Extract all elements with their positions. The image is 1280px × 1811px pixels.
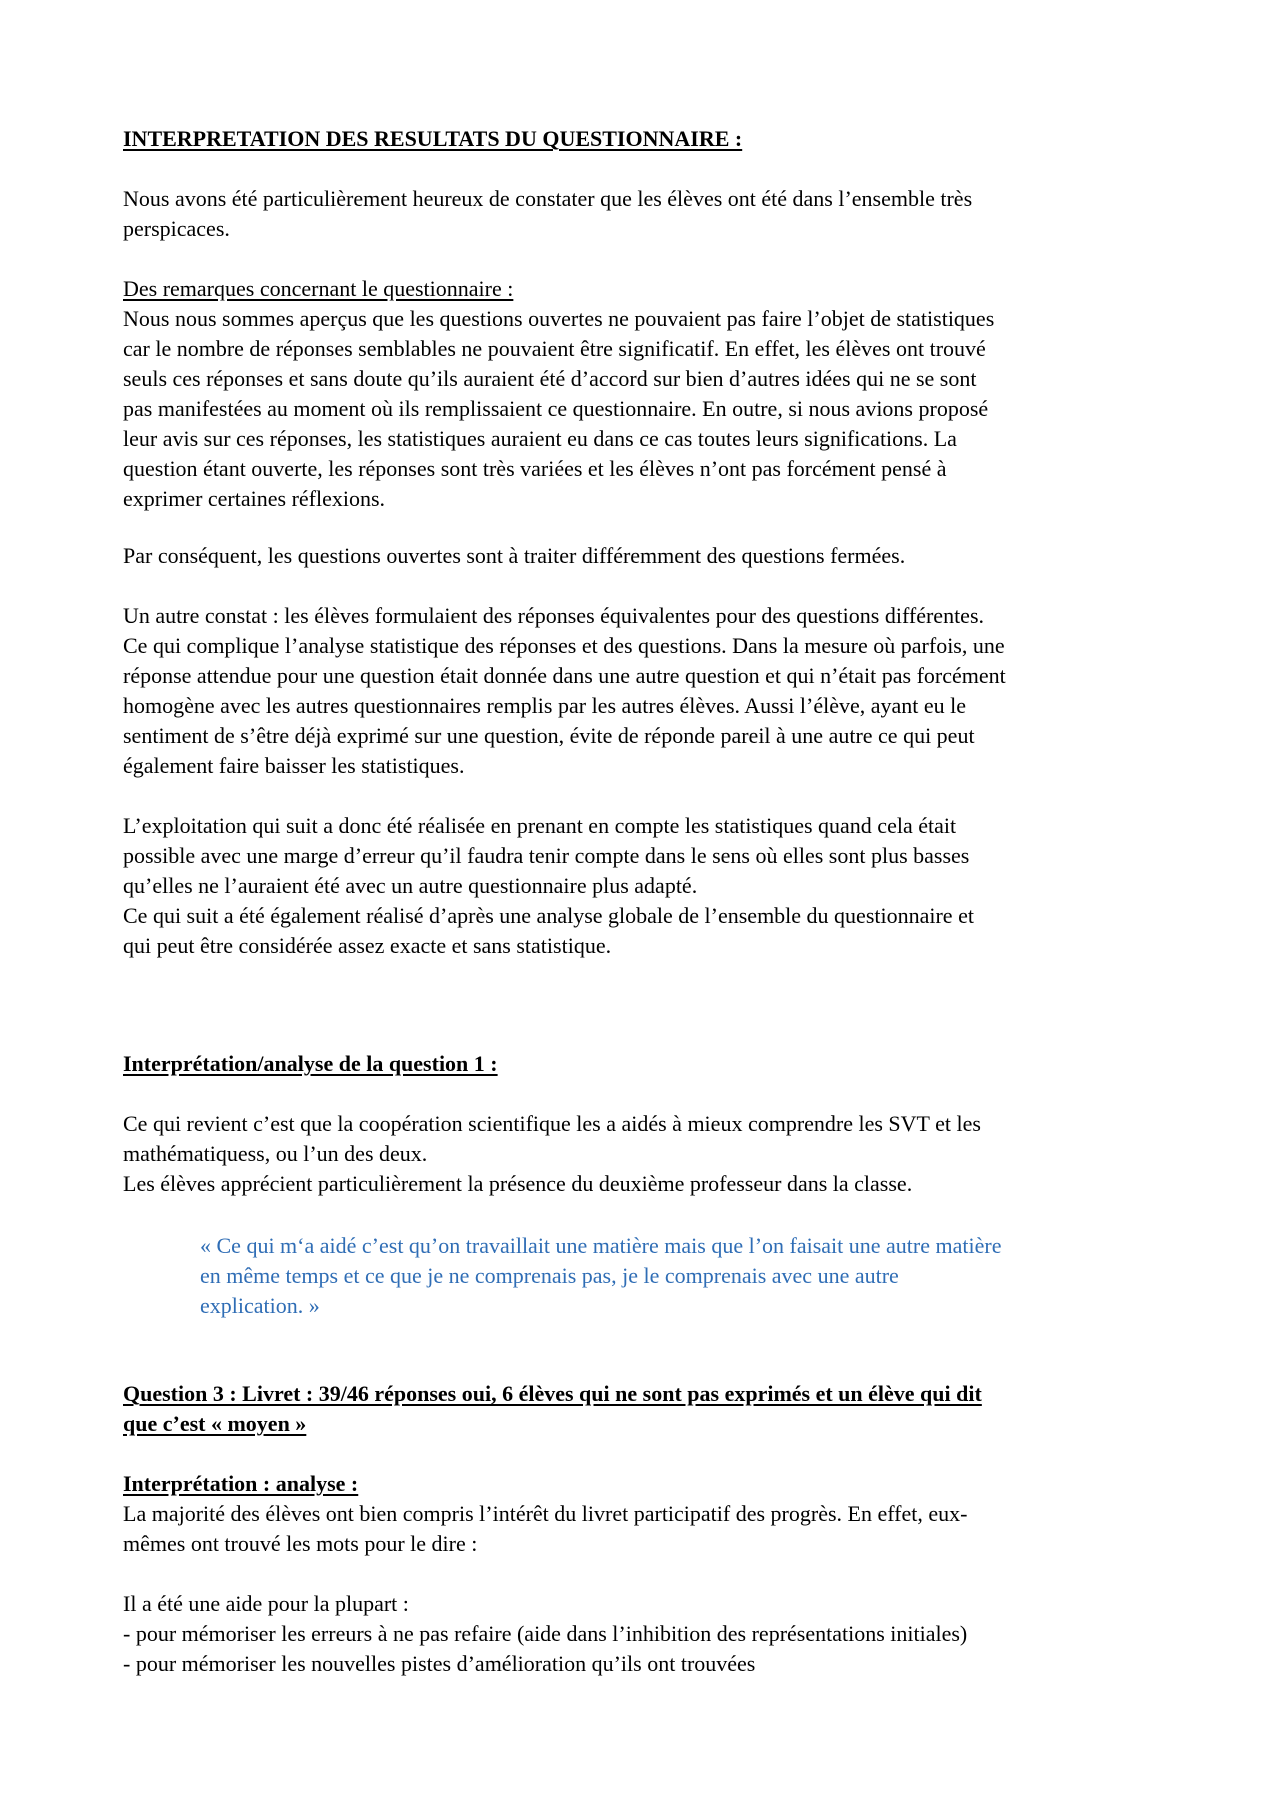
q3-heading bbox=[123, 1379, 1183, 1439]
text-line: sentiment de s’être déjà exprimé sur une question, évite de réponde pareil à une autre ce qui peut bbox=[123, 723, 975, 748]
remarks-heading: Des remarques concernant le questionnaire : bbox=[123, 276, 514, 301]
text-line: Un autre constat : les élèves formulaient des réponses équivalentes pour des questions différentes. bbox=[123, 603, 985, 628]
text-line: Ce qui suit a été également réalisé d’après une analyse globale de l’ensemble du questionnaire et bbox=[123, 903, 974, 928]
constat-paragraph bbox=[123, 601, 1183, 781]
text-line: pas manifestées au moment où ils remplissaient ce questionnaire. En outre, si nous avions proposé bbox=[123, 396, 989, 421]
text-line: question étant ouverte, les réponses sont très variées et les élèves n’ont pas forcément pensé à bbox=[123, 456, 947, 481]
text-line: mathématiquess, ou l’un des deux. bbox=[123, 1141, 428, 1166]
quote-line: en même temps et ce que je ne comprenais pas, je le comprenais avec une autre bbox=[200, 1263, 899, 1288]
exploitation-paragraph bbox=[123, 811, 1183, 961]
text-line: Nous avons été particulièrement heureux de constater que les élèves ont été dans l’ensemble très bbox=[123, 186, 973, 211]
remarks-paragraph bbox=[123, 274, 1183, 514]
consequence-paragraph bbox=[123, 541, 1183, 571]
text-line: leur avis sur ces réponses, les statistiques auraient eu dans ce cas toutes leurs significations. La bbox=[123, 426, 957, 451]
quote-line: explication. » bbox=[200, 1293, 320, 1318]
q1-heading-text: Interprétation/analyse de la question 1 : bbox=[123, 1051, 498, 1076]
intro-paragraph bbox=[123, 184, 1183, 244]
quote-line: « Ce qui m‘a aidé c’est qu’on travaillait une matière mais que l’on faisait une autre matière bbox=[200, 1233, 1002, 1258]
text-line: exprimer certaines réflexions. bbox=[123, 486, 386, 511]
q1-quote bbox=[200, 1231, 1160, 1321]
text-line: seuls ces réponses et sans doute qu’ils auraient été d’accord sur bien d’autres idées qui ne se sont bbox=[123, 366, 977, 391]
text-line: Ce qui complique l’analyse statistique des réponses et des questions. Dans la mesure où parfois, une bbox=[123, 633, 1005, 658]
main-title bbox=[123, 124, 1183, 154]
text-line: Ce qui revient c’est que la coopération scientifique les a aidés à mieux comprendre les SVT et les bbox=[123, 1111, 981, 1136]
list-item: - pour mémoriser les nouvelles pistes d’amélioration qu’ils ont trouvées bbox=[123, 1651, 756, 1676]
text-line: qui peut être considérée assez exacte et sans statistique. bbox=[123, 933, 612, 958]
list-item: - pour mémoriser les erreurs à ne pas refaire (aide dans l’inhibition des représentations initiales) bbox=[123, 1621, 968, 1646]
interp-heading: Interprétation : analyse : bbox=[123, 1471, 359, 1496]
q1-paragraph bbox=[123, 1109, 1183, 1199]
text-line: Les élèves apprécient particulièrement la présence du deuxième professeur dans la classe. bbox=[123, 1171, 913, 1196]
text-line: qu’elles ne l’auraient été avec un autre questionnaire plus adapté. bbox=[123, 873, 698, 898]
q3-heading-line: que c’est « moyen » bbox=[123, 1411, 307, 1436]
text-line: La majorité des élèves ont bien compris l’intérêt du livret participatif des progrès. En effet, eux- bbox=[123, 1501, 968, 1526]
q1-heading bbox=[123, 1049, 1183, 1079]
text-line: mêmes ont trouvé les mots pour le dire : bbox=[123, 1531, 478, 1556]
interp-paragraph bbox=[123, 1469, 1183, 1559]
text-line: perspicaces. bbox=[123, 216, 230, 241]
text-line: Nous nous sommes aperçus que les questions ouvertes ne pouvaient pas faire l’objet de statistiques bbox=[123, 306, 995, 331]
q3-heading-line: Question 3 : Livret : 39/46 réponses oui, 6 élèves qui ne sont pas exprimés et un élève qui dit bbox=[123, 1381, 982, 1406]
help-list bbox=[123, 1589, 1183, 1679]
text-line: également faire baisser les statistiques. bbox=[123, 753, 465, 778]
text-line: homogène avec les autres questionnaires remplis par les autres élèves. Aussi l’élève, ayant eu le bbox=[123, 693, 967, 718]
text-line: L’exploitation qui suit a donc été réalisée en prenant en compte les statistiques quand cela était bbox=[123, 813, 957, 838]
text-line: possible avec une marge d’erreur qu’il faudra tenir compte dans le sens où elles sont plus basses bbox=[123, 843, 970, 868]
main-title-text: INTERPRETATION DES RESULTATS DU QUESTIONNAIRE : bbox=[123, 126, 743, 151]
text-line: car le nombre de réponses semblables ne pouvaient être significatif. En effet, les élèves ont trouvé bbox=[123, 336, 986, 361]
list-intro: Il a été une aide pour la plupart : bbox=[123, 1591, 409, 1616]
text-line: réponse attendue pour une question était donnée dans une autre question et qui n’était pas forcément bbox=[123, 663, 1006, 688]
text-line: Par conséquent, les questions ouvertes sont à traiter différemment des questions fermées. bbox=[123, 543, 906, 568]
